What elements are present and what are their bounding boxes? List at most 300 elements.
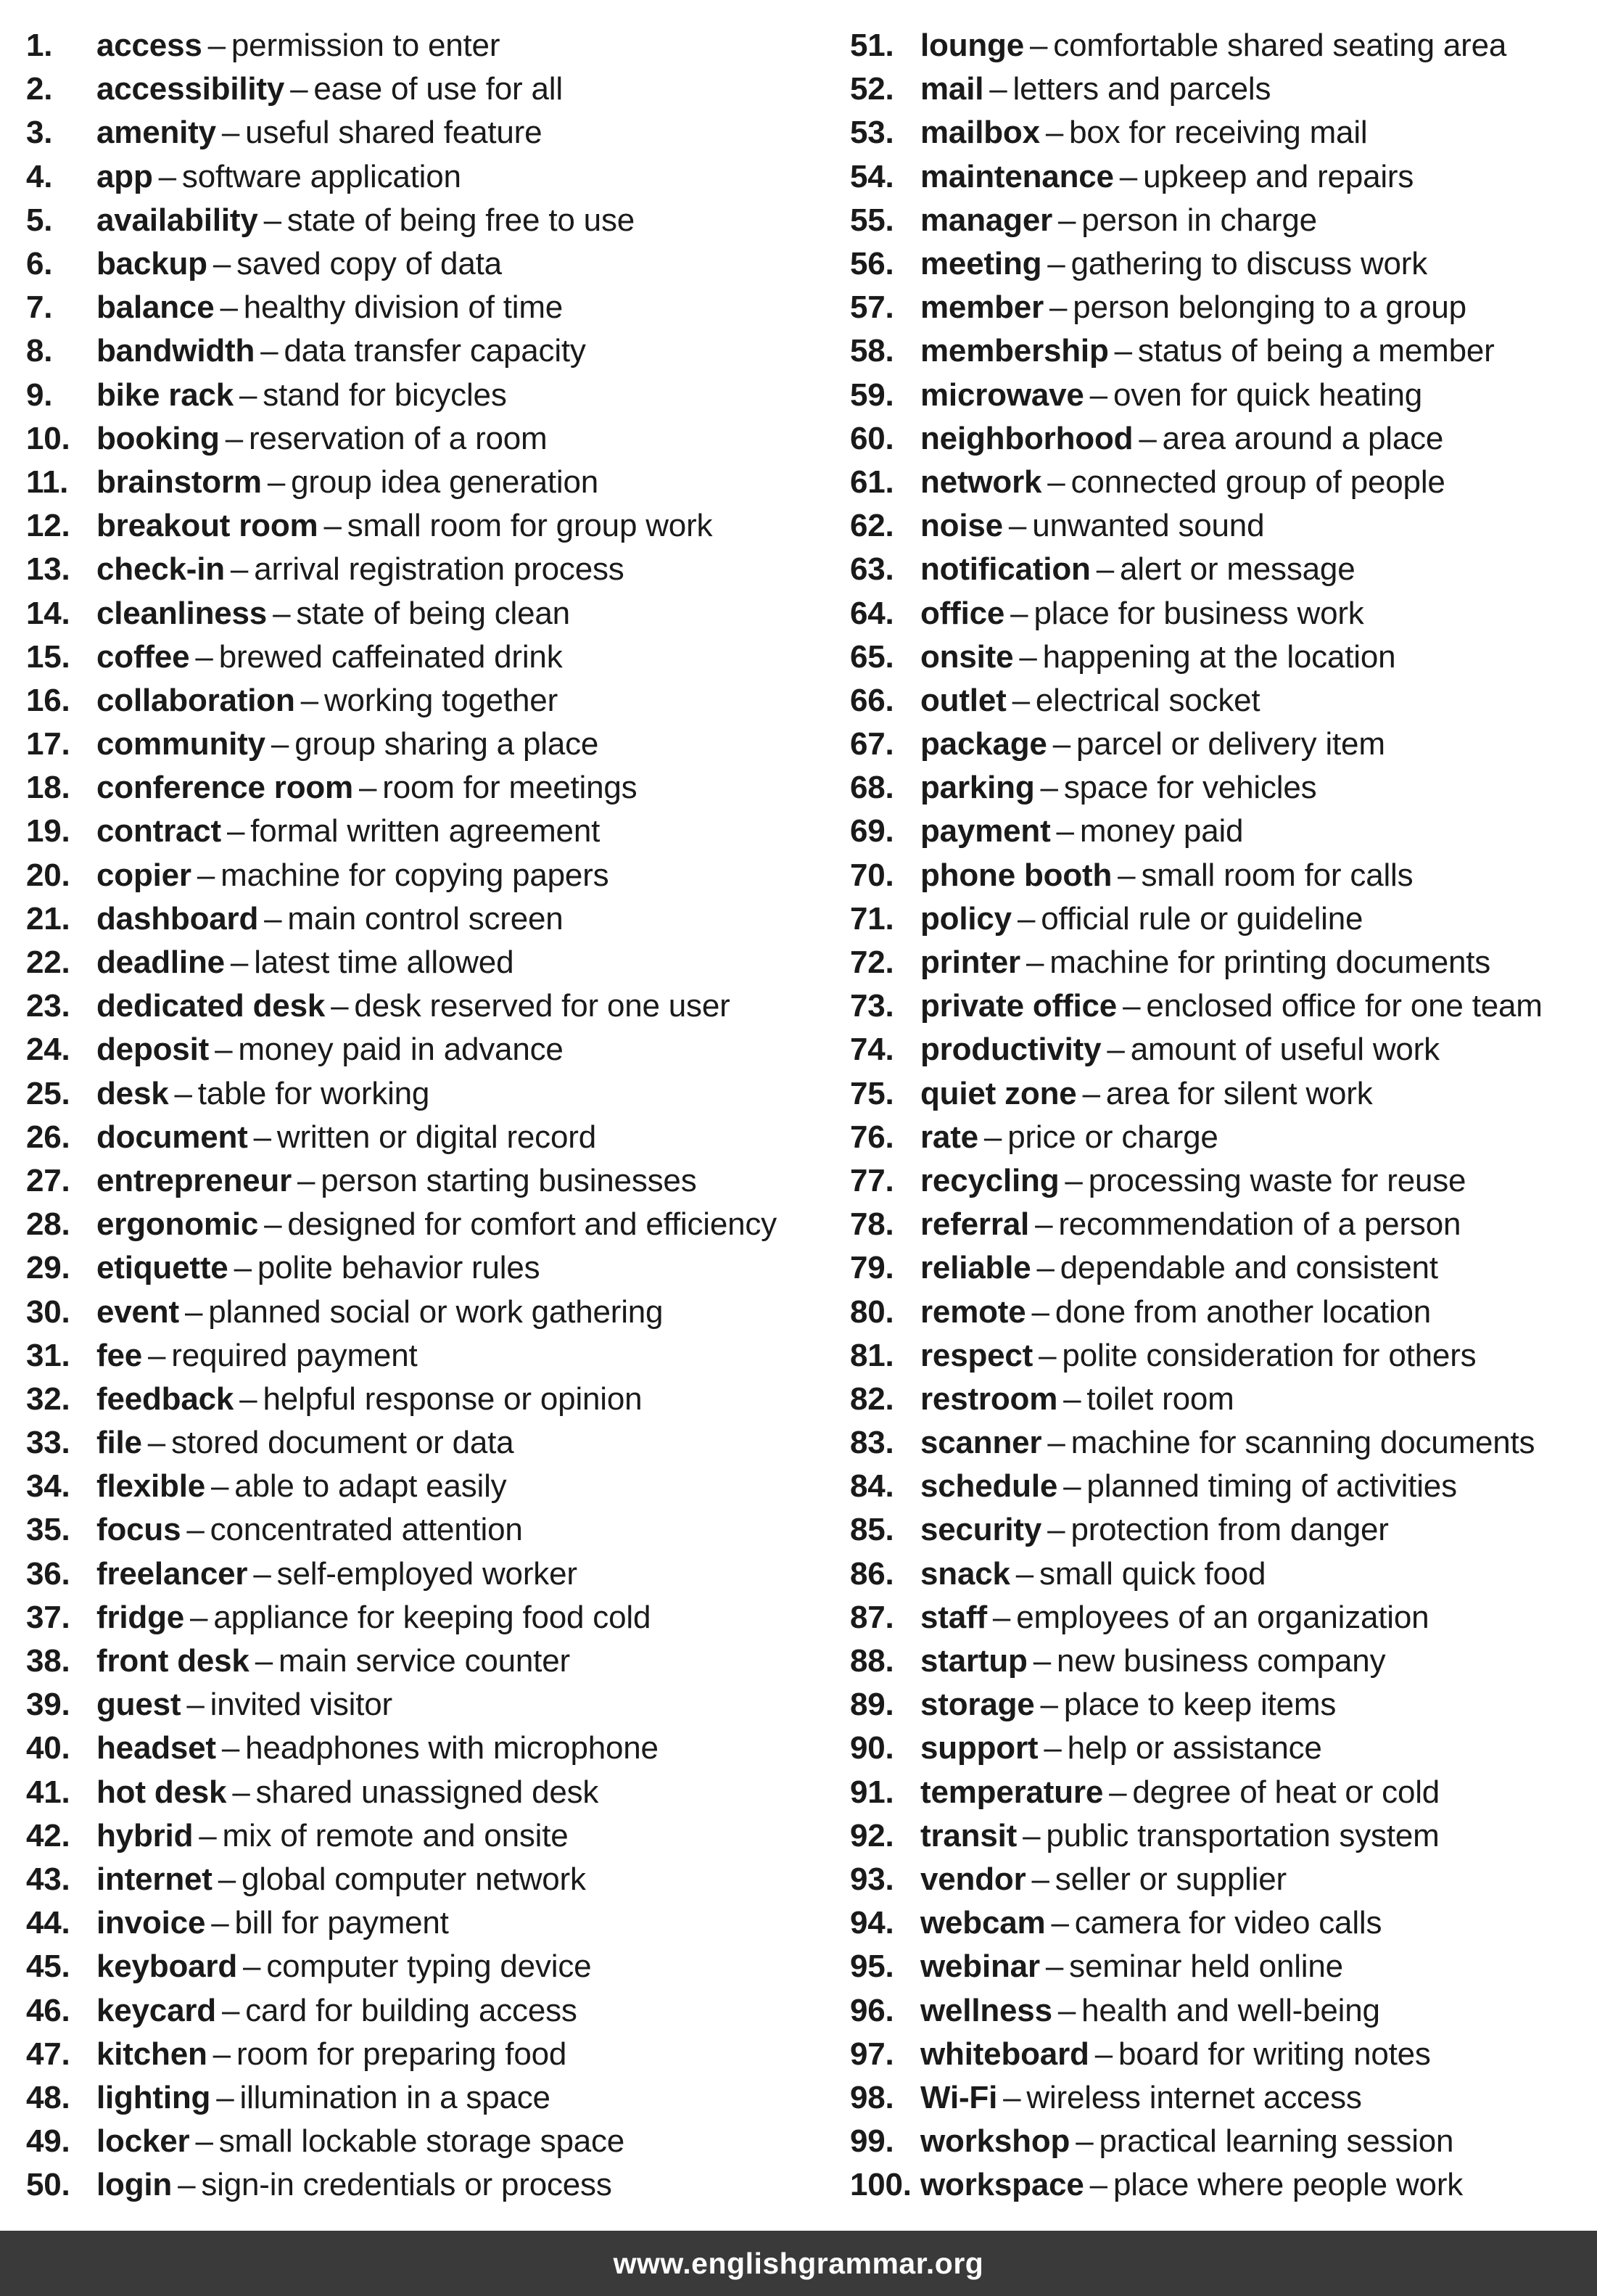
entry-definition: parcel or delivery item [1076,726,1385,762]
entry-definition: invited visitor [210,1687,392,1723]
entry-definition: comfortable shared seating area [1053,28,1507,64]
vocabulary-entry [850,766,1590,810]
entry-definition: bill for payment [234,1905,449,1941]
entry-definition: group idea generation [291,464,599,500]
vocabulary-entry [26,635,824,679]
vocabulary-entry [26,1508,824,1552]
entry-term: login [96,2167,173,2203]
entry-definition: enclosed office for one team [1146,988,1543,1024]
entry-number: 5. [26,202,53,238]
entry-separator: – [215,1032,233,1068]
entry-definition: machine for scanning documents [1070,1425,1535,1461]
entry-definition: upkeep and repairs [1143,158,1414,194]
entry-definition: concentrated attention [210,1512,523,1548]
entry-definition: planned timing of activities [1086,1468,1457,1505]
vocabulary-entry [26,984,824,1028]
entry-definition: protection from danger [1070,1512,1389,1548]
vocabulary-entry [26,1072,824,1116]
entry-separator: – [1118,857,1136,893]
vocabulary-entry [850,1421,1590,1465]
entry-separator: – [221,1730,240,1766]
entry-definition: board for writing notes [1118,2036,1431,2072]
entry-number: 94. [850,1905,894,1941]
entry-term: package [920,726,1047,762]
entry-definition: person starting businesses [321,1162,697,1198]
entry-number: 43. [26,1861,70,1897]
entry-separator: – [239,377,257,413]
vocabulary-entry [850,941,1590,984]
entry-definition: data transfer capacity [284,333,586,369]
entry-separator: – [297,1162,315,1198]
entry-definition: area around a place [1162,420,1444,456]
entry-definition: small lockable storage space [218,2123,625,2160]
entry-number: 85. [850,1512,894,1548]
entry-number: 71. [850,900,894,937]
entry-term: kitchen [96,2036,207,2072]
entry-number: 49. [26,2123,70,2160]
entry-number: 69. [850,813,894,849]
entry-number: 56. [850,246,894,282]
entry-definition: group sharing a place [294,726,599,762]
entry-number: 25. [26,1075,70,1111]
vocabulary-entry [26,417,824,461]
entry-separator: – [1047,246,1065,282]
entry-number: 75. [850,1075,894,1111]
entry-definition: practical learning session [1099,2123,1454,2160]
entry-definition: degree of heat or cold [1132,1774,1440,1810]
entry-definition: computer typing device [266,1949,592,1985]
entry-term: private office [920,988,1118,1024]
vocabulary-entry [26,1116,824,1159]
entry-definition: status of being a member [1137,333,1495,369]
entry-separator: – [211,1468,229,1505]
vocabulary-entry [850,461,1590,504]
entry-term: accessibility [96,71,285,107]
entry-number: 21. [26,900,70,937]
entry-separator: – [221,115,240,151]
entry-definition: useful shared feature [245,115,542,151]
entry-number: 24. [26,1032,70,1068]
vocabulary-entry [850,1072,1590,1116]
vocabulary-entry [850,1246,1590,1290]
entry-number: 61. [850,464,894,500]
entry-definition: room for meetings [382,770,637,806]
entry-term: desk [96,1075,169,1111]
vocabulary-entry [850,1858,1590,1901]
entry-definition: oven for quick heating [1113,377,1423,413]
vocabulary-entry [26,286,824,329]
entry-definition: done from another location [1055,1293,1432,1330]
entry-term: headset [96,1730,216,1766]
entry-separator: – [199,1817,217,1853]
entry-term: parking [920,770,1035,806]
vocabulary-entry [26,242,824,286]
entry-definition: recommendation of a person [1058,1206,1461,1243]
entry-definition: state of being clean [296,595,570,631]
entry-number: 23. [26,988,70,1024]
entry-separator: – [234,1250,252,1286]
entry-separator: – [207,28,226,64]
entry-number: 45. [26,1949,70,1985]
vocabulary-entry [26,1945,824,1988]
entry-definition: main control screen [287,900,564,937]
entry-number: 30. [26,1293,70,1330]
entry-term: Wi-Fi [920,2079,998,2115]
entry-term: reliable [920,1250,1031,1286]
vocabulary-entry [26,548,824,591]
entry-separator: – [1056,813,1074,849]
entry-number: 99. [850,2123,894,2160]
entry-term: schedule [920,1468,1058,1505]
vocabulary-entry [26,1596,824,1639]
entry-separator: – [1107,1032,1125,1068]
entry-term: check-in [96,551,225,588]
entry-number: 93. [850,1861,894,1897]
entry-separator: – [1045,1949,1064,1985]
vocabulary-entry [26,2033,824,2076]
entry-separator: – [239,1381,257,1417]
entry-separator: – [232,1774,250,1810]
entry-definition: mix of remote and onsite [222,1817,569,1853]
entry-separator: – [230,945,249,981]
entry-term: network [920,464,1042,500]
entry-separator: – [1089,2167,1107,2203]
entry-definition: brewed caffeinated drink [218,638,563,675]
entry-separator: – [148,1337,166,1373]
entry-separator: – [323,508,342,544]
entry-number: 15. [26,638,70,675]
entry-separator: – [230,551,249,588]
entry-definition: machine for printing documents [1049,945,1491,981]
entry-number: 46. [26,1992,70,2028]
entry-separator: – [1026,945,1044,981]
entry-number: 12. [26,508,70,544]
entry-term: cleanliness [96,595,268,631]
entry-definition: processing waste for reuse [1088,1162,1466,1198]
entry-term: locker [96,2123,190,2160]
footer-website-url[interactable]: www.englishgrammar.org [613,2246,984,2280]
entry-term: document [96,1119,248,1155]
entry-definition: required payment [171,1337,418,1373]
entry-number: 78. [850,1206,894,1243]
entry-term: storage [920,1687,1035,1723]
entry-separator: – [1031,1861,1049,1897]
entry-term: restroom [920,1381,1058,1417]
entry-definition: small room for calls [1141,857,1414,893]
vocabulary-entry [850,155,1590,199]
entry-definition: new business company [1057,1643,1386,1679]
entry-number: 54. [850,158,894,194]
entry-term: membership [920,333,1109,369]
entry-number: 88. [850,1643,894,1679]
entry-separator: – [1044,1730,1062,1766]
entry-number: 74. [850,1032,894,1068]
entry-definition: helpful response or opinion [263,1381,643,1417]
entry-number: 77. [850,1162,894,1198]
vocabulary-entry [26,24,824,67]
entry-separator: – [216,2079,234,2115]
entry-number: 48. [26,2079,70,2115]
entry-definition: headphones with microphone [245,1730,659,1766]
entry-separator: – [195,2123,213,2160]
entry-definition: global computer network [242,1861,586,1897]
entry-definition: state of being free to use [286,202,635,238]
vocabulary-entry [26,1683,824,1727]
entry-number: 86. [850,1555,894,1592]
entry-number: 37. [26,1599,70,1635]
vocabulary-entry [26,1378,824,1421]
entry-separator: – [186,1687,205,1723]
entry-definition: self-employed worker [276,1555,577,1592]
entry-separator: – [271,726,289,762]
entry-definition: place to keep items [1063,1687,1337,1723]
vocabulary-entry [850,1552,1590,1596]
vocabulary-entry [850,810,1590,853]
entry-term: dashboard [96,900,259,937]
entry-term: bandwidth [96,333,255,369]
vocabulary-entry [26,591,824,635]
entry-term: fee [96,1337,142,1373]
vocabulary-entry [850,854,1590,897]
entry-definition: saved copy of data [236,246,502,282]
entry-term: keyboard [96,1949,238,1985]
entry-definition: price or charge [1007,1119,1218,1155]
entry-term: fridge [96,1599,185,1635]
entry-number: 73. [850,988,894,1024]
entry-term: invoice [96,1905,206,1941]
entry-separator: – [190,1599,208,1635]
entry-term: etiquette [96,1250,228,1286]
vocabulary-entry [850,1290,1590,1333]
vocabulary-entry [850,2163,1590,2207]
entry-number: 4. [26,158,53,194]
entry-separator: – [1008,508,1027,544]
entry-number: 11. [26,464,69,500]
vocabulary-entry [850,1814,1590,1858]
vocabulary-entry [850,1901,1590,1945]
footer-bar [0,2231,1597,2296]
entry-definition: money paid in advance [238,1032,564,1068]
entry-term: workspace [920,2167,1084,2203]
vocabulary-entry [850,1508,1590,1552]
entry-definition: software application [181,158,461,194]
entry-term: neighborhood [920,420,1134,456]
vocabulary-entry [26,723,824,766]
entry-definition: alert or message [1119,551,1355,588]
entry-number: 18. [26,770,70,806]
entry-number: 47. [26,2036,70,2072]
entry-separator: – [1096,551,1114,588]
entry-term: maintenance [920,158,1114,194]
entry-term: balance [96,289,215,326]
entry-definition: sign-in credentials or process [201,2167,612,2203]
entry-separator: – [1051,1905,1069,1941]
entry-separator: – [1019,638,1037,675]
entry-number: 60. [850,420,894,456]
vocabulary-entry [850,2076,1590,2120]
entry-definition: stand for bicycles [263,377,507,413]
vocabulary-entry [850,504,1590,548]
entry-term: freelancer [96,1555,248,1592]
entry-term: guest [96,1687,181,1723]
entry-number: 96. [850,1992,894,2028]
entry-separator: – [1039,1337,1057,1373]
entry-definition: electrical socket [1035,682,1260,718]
entry-term: keycard [96,1992,216,2028]
entry-term: snack [920,1555,1010,1592]
vocabulary-entry [26,679,824,723]
entry-term: contract [96,813,221,849]
entry-term: entrepreneur [96,1162,292,1198]
entry-number: 53. [850,115,894,151]
entry-number: 1. [26,28,53,64]
entry-separator: – [1031,1293,1049,1330]
entry-number: 100. [850,2167,912,2203]
entry-separator: – [1047,464,1065,500]
entry-term: booking [96,420,220,456]
entry-term: deposit [96,1032,210,1068]
entry-number: 67. [850,726,894,762]
entry-definition: table for working [197,1075,430,1111]
vocabulary-entry [26,1159,824,1203]
entry-separator: – [264,900,282,937]
entry-separator: – [158,158,176,194]
vocabulary-entry [26,1858,824,1901]
entry-term: focus [96,1512,181,1548]
entry-definition: dependable and consistent [1060,1250,1438,1286]
entry-term: deadline [96,945,225,981]
vocabulary-entry [850,984,1590,1028]
vocabulary-entry [26,897,824,941]
entry-term: mail [920,71,984,107]
entry-definition: room for preparing food [236,2036,567,2072]
entry-separator: – [359,770,377,806]
vocabulary-column-right [850,24,1590,2207]
vocabulary-entry [26,1421,824,1465]
entry-definition: camera for video calls [1074,1905,1382,1941]
entry-definition: box for receiving mail [1069,115,1368,151]
entry-separator: – [1089,377,1107,413]
entry-term: coffee [96,638,190,675]
entry-definition: illumination in a space [239,2079,550,2115]
vocabulary-entry [850,548,1590,591]
entry-separator: – [227,813,245,849]
entry-term: outlet [920,682,1007,718]
entry-definition: stored document or data [171,1425,514,1461]
vocabulary-entry [26,111,824,155]
entry-term: app [96,158,153,194]
vocabulary-entry [850,1159,1590,1203]
entry-number: 79. [850,1250,894,1286]
entry-separator: – [1063,1381,1081,1417]
entry-separator: – [300,682,318,718]
entry-term: recycling [920,1162,1060,1198]
vocabulary-entry [26,1901,824,1945]
entry-definition: card for building access [245,1992,577,2028]
entry-term: printer [920,945,1020,981]
entry-separator: – [221,1992,240,2028]
vocabulary-entry [850,591,1590,635]
entry-number: 44. [26,1905,70,1941]
entry-separator: – [253,1555,271,1592]
entry-number: 10. [26,420,70,456]
entry-term: internet [96,1861,212,1897]
entry-separator: – [211,1905,229,1941]
entry-number: 84. [850,1468,894,1505]
entry-definition: ease of use for all [313,71,563,107]
entry-definition: amount of useful work [1130,1032,1440,1068]
entry-number: 80. [850,1293,894,1330]
vocabulary-entry [850,1378,1590,1421]
vocabulary-entry [26,461,824,504]
entry-separator: – [267,464,286,500]
entry-definition: seller or supplier [1055,1861,1287,1897]
entry-definition: help or assistance [1067,1730,1322,1766]
entry-separator: – [174,1075,192,1111]
entry-number: 7. [26,289,53,326]
entry-definition: main service counter [278,1643,570,1679]
entry-separator: – [1082,1075,1100,1111]
entry-term: lighting [96,2079,211,2115]
entry-term: webcam [920,1905,1046,1941]
entry-separator: – [1015,1555,1034,1592]
entry-separator: – [1040,1687,1058,1723]
entry-separator: – [1045,115,1064,151]
entry-number: 2. [26,71,53,107]
entry-number: 87. [850,1599,894,1635]
entry-number: 92. [850,1817,894,1853]
entry-number: 82. [850,1381,894,1417]
entry-separator: – [1065,1162,1083,1198]
vocabulary-entry [26,67,824,111]
entry-definition: unwanted sound [1032,508,1265,544]
vocabulary-entry [850,1596,1590,1639]
entry-definition: health and well-being [1081,1992,1380,2028]
entry-number: 29. [26,1250,70,1286]
entry-separator: – [243,1949,261,1985]
entry-separator: – [1094,2036,1113,2072]
entry-number: 81. [850,1337,894,1373]
entry-separator: – [184,1293,203,1330]
entry-separator: – [264,1206,282,1243]
entry-number: 9. [26,377,53,413]
entry-term: temperature [920,1774,1104,1810]
vocabulary-entry [850,1639,1590,1683]
entry-number: 89. [850,1687,894,1723]
entry-term: remote [920,1293,1026,1330]
entry-term: security [920,1512,1042,1548]
vocabulary-entry [26,1727,824,1770]
entry-term: productivity [920,1032,1102,1068]
entry-separator: – [197,857,215,893]
entry-number: 28. [26,1206,70,1243]
entry-separator: – [186,1512,205,1548]
entry-definition: money paid [1079,813,1244,849]
entry-term: backup [96,246,207,282]
entry-separator: – [220,289,238,326]
entry-definition: person belonging to a group [1073,289,1466,326]
vocabulary-entry [850,1465,1590,1508]
entry-definition: employees of an organization [1016,1599,1429,1635]
entry-number: 65. [850,638,894,675]
vocabulary-entry [26,1771,824,1814]
vocabulary-entry [26,1639,824,1683]
vocabulary-entry [26,2163,824,2207]
entry-definition: healthy division of time [243,289,564,326]
vocabulary-entry [26,1203,824,1246]
entry-definition: letters and parcels [1012,71,1271,107]
vocabulary-entry [850,24,1590,67]
